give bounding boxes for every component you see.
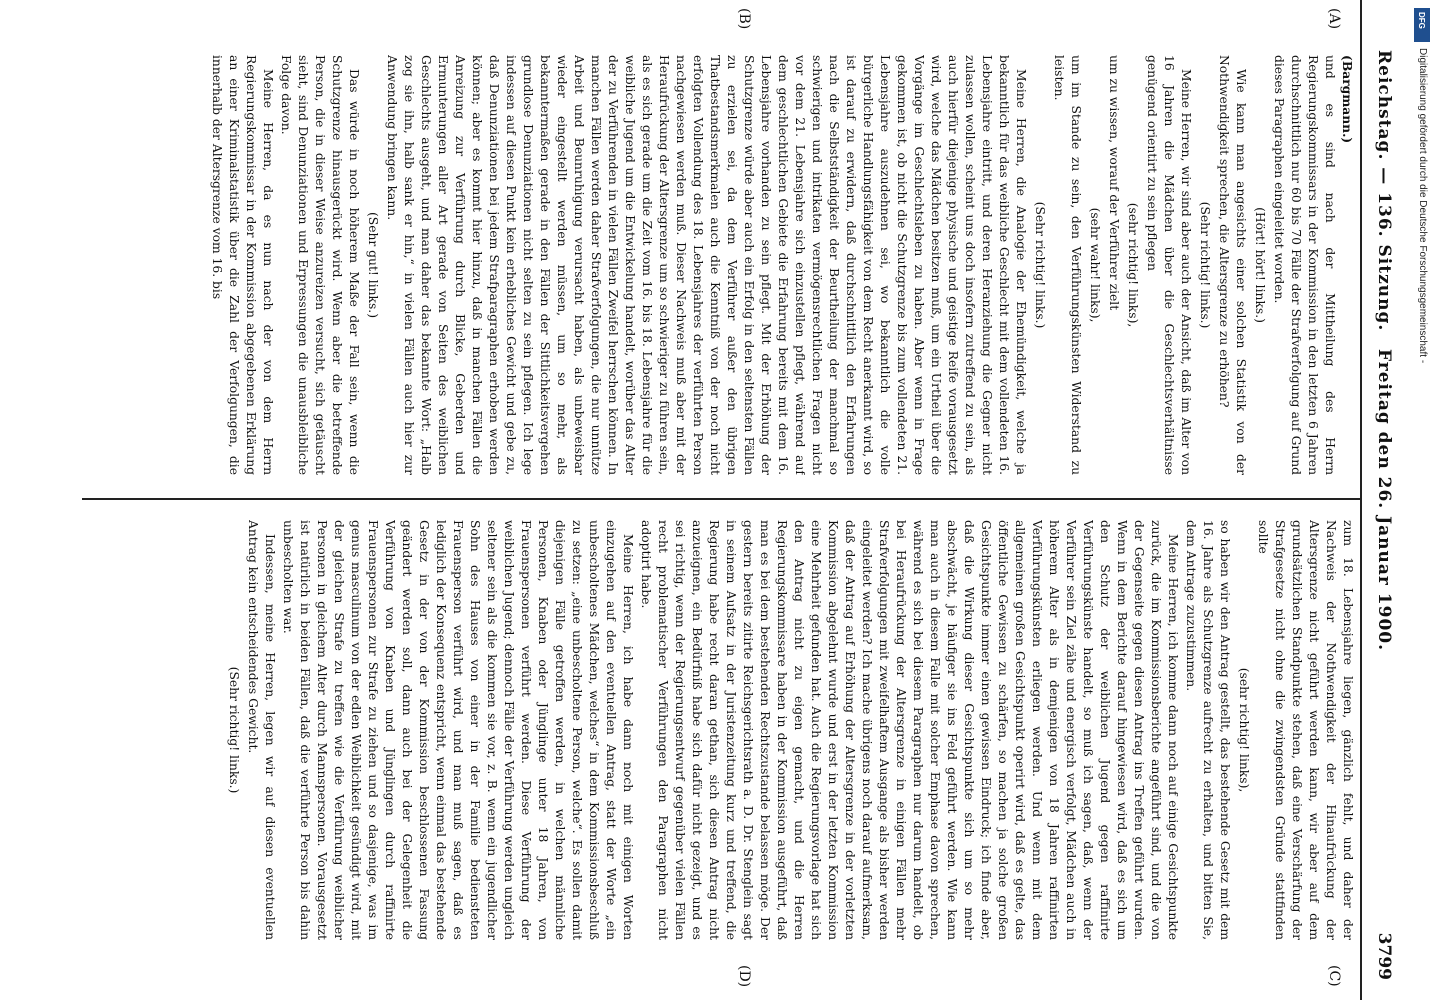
paragraph: Indessen, meine Herren, legen wir auf diesen eventuellen Antrag kein entscheidendes Gewicht. — [246, 520, 277, 940]
credit-text: Digitalisierung gefördert durch die Deutsche Forschungsgemeinschaft - — [1417, 48, 1428, 364]
running-head-date: Freitag den 26. Januar 1900. — [1374, 348, 1394, 652]
interjection: (Sehr richtig! links.) — [227, 666, 241, 794]
paragraph: Meine Herren, ich komme dann noch auf einige Gesichtspunkte zurück, die im Kommissionsberichte angeführt sind, und die von der Gegenseite gegen diesen Antrag ins Treffen geführt wurden. Wenn in dem Berichte darauf hingewiesen wird, daß es sich um den Schutz der weiblichen Jugend gegen raffinirte Verführungskünste handelt, so muß ich sagen, daß, wenn der Verführer sein Ziel zähe und energisch verfolgt, Mädchen auch in höherem Alter als in demjenigen von 18 Jahren raffinirten Verführungskünsten erliegen werden. Und wenn mit dem allgemeinen großen Gesichtspunkt operirt wird, daß es gelte, das öffentliche Gewissen zu schärfen, so machen ja solche großen Gesichtspunkte immer einen gewissen Eindruck; ich finde aber, daß die Wirkung dieser Gesichtspunkte sich um so mehr abschwächt, je häufiger sie ins Feld geführt werden. Wie kann man auch in diesem Falle mit solcher Emphase davon sprechen, während es sich bei diesem Paragraphen nur darum handelt, ob bei Heraufrückung der Altersgrenze in einigen Fällen mehr Strafverfolgungen mit zweifelhaftem Ausgange als bisher werden eingeleitet werden? Ich mache übrigens noch darauf aufmerksam, daß der Antrag auf Erhöhung der Altersgrenze in der vorletzten Kommission abgelehnt wurde und erst in der letzten Kommission eine Mehrheit gefunden hat. Auch die Regierungsvorlage hat sich den Antrag nicht zu eigen gemacht, und die Herren Regierungskommissare haben in der Kommission ausgeführt, daß man es bei dem bestehenden Rechtszustande belassen möge. Der gestern bereits zitirte Reichsgerichtsrath a. D. Dr. Stenglein sagt in seinem Aufsatz in der Juristenzeitung kurz und treffend, die Regierung habe recht daran gethan, sich diesen Antrag nicht anzueignen, ein Bedürfniß habe sich dafür nicht gezeigt, und es sei richtig, wenn der Regierungsentwurf gegenüber vielen Fällen recht problematischer Verführungen den Paragraphen nicht adoptirt habe. — [639, 520, 1180, 940]
margin-mark-d: (D) — [736, 965, 752, 988]
page-number: 3799 — [1374, 932, 1394, 980]
speaker-name: (Bargmann.) — [1340, 55, 1355, 144]
right-column — [86, 520, 1356, 940]
paragraph: und es sind nach der Mittheilung des Herrn Regierungskommissars in der Kommission in den letzten 6 Jahren durchschnittlich nur 60 bis 70 Fälle der Strafverfolgung auf Grund dieses Paragraphen eingeleitet worden. — [1272, 55, 1337, 475]
running-head-left: Reichstag. — 136. Sitzung. — [1374, 50, 1394, 332]
interjection: (Sehr richtig! links.) — [1033, 201, 1047, 329]
paragraph: Das würde in noch höherem Maße der Fall sein, wenn die Schutzgrenze hinausgerückt wird. Wenn aber die betreffende Person, die in dieser Weise anzureizen versucht, sich getäuscht sieht, sind Denunziationen und Erpressungen die unausbleibliche Folge davon. — [279, 55, 361, 475]
interjection: (sehr wahr! links), — [1088, 207, 1102, 323]
paragraph: Meine Herren, da es nun nach der von dem Herrn Regierungskommissar in der Kommission abgegebenen Erklärung an einer Kriminalstatistik über die Zahl der Verfolgungen, die innerhalb der Altersgrenze vom 16. bis — [210, 55, 275, 475]
interjection: (Sehr richtig! links.) — [1198, 201, 1212, 329]
interjection: (Sehr gut! links.) — [366, 211, 380, 319]
digitization-credit — [1414, 8, 1430, 992]
interjection: (Hört! hört! links.) — [1253, 207, 1267, 323]
running-head — [1360, 0, 1402, 1000]
interjection: (sehr richtig! links), — [1126, 202, 1140, 328]
paragraph: um im Stande zu sein, den Verführungskünsten Widerstand zu leisten. — [1052, 55, 1083, 475]
paragraph: Wie kann man angesichts einer solchen Statistik von der Nothwendigkeit sprechen, die Altersgrenze zu erhöhen? — [1217, 55, 1248, 475]
paragraph: Meine Herren, die Analogie der Ehemündigkeit, welche ja bekanntlich für das weibliche Geschlecht mit dem vollendeten 16. Lebensjahre eintritt, und deren Heranziehung die Gegner nicht zulassen wollen, scheint uns doch insofern zutreffend zu sein, als auch hierfür diejenige physische und geistige Reife vorausgesetzt wird, welche das Mädchen besitzen muß, um ein Urtheil über die Vorgänge im Geschlechtsleben zu haben. Aber wenn in Frage gekommen ist, ob nicht die Schutzgrenze bis zum vollendeten 21. Lebensjahre auszudehnen sei, wo bekanntlich die volle bürgerliche Handlungsfähigkeit von dem Recht anerkannt wird, so ist darauf zu erwidern, daß durchschnittlich den Erfahrungen nach die Selbstständigkeit der Beurtheilung der manchmal so schwierigen und intrikaten vermögensrechtlichen Fragen nicht vor dem 21. Lebensjahre sich einzustellen pflegt, während auf dem geschlechtlichen Gebiete die Erfahrung bereits mit dem 16. Lebensjahre vorhanden zu sein pflegt. Mit der Erhöhung der Schutzgrenze würde aber auch ein Erfolg in den seltensten Fällen zu erzielen sei, da dem Verführer außer den übrigen Thatbestandsmerkmalen auch die Kenntniß von der noch nicht erfolgten Vollendung des 18. Lebensjahres der verführten Person nachgewiesen werden muß. Dieser Nachweis muß aber mit der Heraufrückung der Altersgrenze um so schwieriger zu führen sein, als es sich gerade um die Zeit vom 16. bis 18. Lebensjahre für die weibliche Jugend um die Entwickelung handelt, worüber das Alter der zu Verführenden in vielen Fällen Zweifel herrschen können. In manchen Fällen werden daher Strafverfolgungen, die nur unnütze Arbeit und Beunruhigung verursacht haben, als unbeweisbar wieder eingestellt werden müssen, um so mehr, als bekanntermaßen gerade in den Fällen der Sittlichkeitsvergehen grundlose Denunziationen nicht selten zu sein pflegen. Ich lege indessen auf diesen Punkt kein erhebliches Gewicht und gebe zu, daß Denunziationen bei jedem Strafparagraphen erhoben werden können; aber es kommt hier hinzu, daß in manchen Fällen die Anreizung zur Verführung durch Blicke, Geberden und Ermunterungen aller Art gerade von Seiten des weiblichen Geschlechts ausgeht, und man daher das bekannte Wort: „Halb zog sie ihn, halb sank er hin,“ in vielen Fällen auch hier zur Anwendung bringen kann. — [385, 55, 1028, 475]
margin-mark-a: (A) — [1326, 8, 1342, 30]
paragraph: Meine Herren, wir sind aber auch der Ansicht, daß im Alter von 16 Jahren die Mädchen über die Geschlechtsverhältnisse genügend orientirt zu sein pflegen — [1145, 55, 1193, 475]
paragraph: um zu wissen, worauf der Verführer zielt — [1107, 55, 1121, 311]
paragraph: so haben wir den Antrag gestellt, das bestehende Gesetz mit dem 16. Jahre als Schutzgrenze aufrecht zu erhalten, und bitten Sie, dem Antrage zuzustimmen. — [1184, 520, 1232, 940]
interjection: (sehr richtig! links), — [1237, 667, 1251, 793]
margin-mark-c: (C) — [1326, 965, 1342, 987]
column-rule — [82, 498, 1362, 500]
margin-mark-b: (B) — [736, 8, 752, 30]
left-column — [86, 55, 1356, 475]
paragraph: zum 18. Lebensjahre liegen, gänzlich fehlt, und daher der Nachweis der Nothwendigkeit der Hinaufrückung der Altersgrenze nicht geführt werden kann, wir aber auf dem grundsätzlichen Standpunkte stehen, daß eine Verschärfung der Strafgesetze nicht ohne die zwingendsten Gründe stattfinden sollte — [1256, 520, 1355, 940]
rotated-page — [62, 0, 1402, 1000]
paragraph: Meine Herren, ich habe dann noch mit einigen Worten einzugehen auf den eventuellen Antrag, statt der Worte „ein unbescholtenes Mädchen, welches“ in dem Kommissionsbeschluß zu setzen: „eine unbescholtene Person, welche“. Es sollen damit diejenigen Fälle getroffen werden, in welchen männliche Personen, Knaben oder Jünglinge unter 18 Jahren, von Frauenspersonen verführt werden. Diese Verführung der weiblichen Jugend; dennoch Fälle der Verführung werden ungleich seltener sein als die kommen sie vor, z. B. wenn ein jugendlicher Sohn des Hauses von einer in der Familie bediensteten Frauensperson verführt wird, und man muß sagen, daß es lediglich der Konsequenz entspricht, wenn einmal das bestehende Gesetz in der von der Kommission beschlossenen Fassung geändert werden soll, dann auch bei der Gelegenheit die Verführung von Knaben und Jünglingen durch raffinirte Frauenspersonen zur Strafe zu ziehen und so dasjenige, was im genus masculinum von der edlen Weiblichkeit gesündigt wird, mit der gleichen Strafe zu treffen wie die Verführung weiblicher Personen in gleichem Alter durch Mannspersonen. Vorausgesetzt ist natürlich in beiden Fällen, daß die verführte Person bis dahin unbescholten war. — [281, 520, 635, 940]
dfg-logo: DFG — [1414, 8, 1430, 42]
